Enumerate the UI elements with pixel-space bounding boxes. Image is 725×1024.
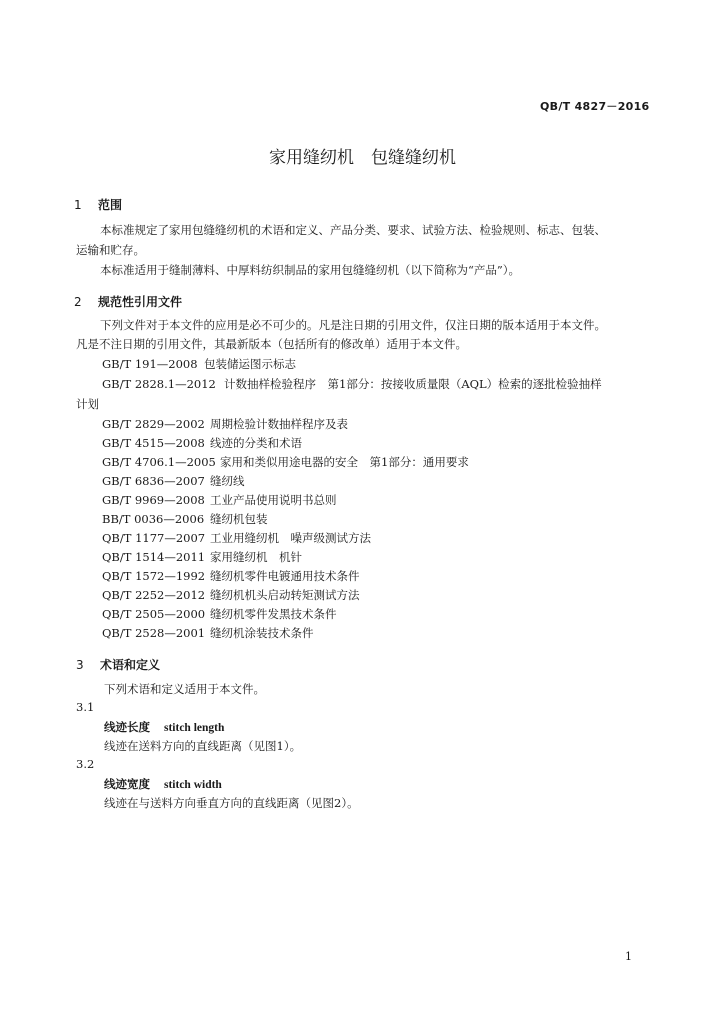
reference-item [102,473,245,489]
reference-code: QB/T 2252—2012 [102,588,206,602]
refs-intro-line-2: 凡是不注日期的引用文件，其最新版本（包括所有的修改单）适用于本文件。 [76,337,467,351]
section-number: 2 [74,295,82,309]
reference-item [102,625,314,641]
term-en: stitch length [164,722,225,734]
term-en: stitch width [164,779,222,791]
scope-para-1-line-1: 本标准规定了家用包缝缝纫机的术语和定义、产品分类、要求、试验方法、检验规则、标志、包装、 [100,223,606,237]
reference-title: 缝纫机包装 [210,512,268,526]
reference-code: GB/T 2829—2002 [102,417,205,431]
reference-title: 工业产品使用说明书总则 [210,493,337,507]
reference-item [102,511,268,527]
reference-code: GB/T 9969—2008 [102,493,205,507]
term-number: 3.2 [76,757,95,771]
reference-code: QB/T 1514—2011 [102,550,206,564]
term-heading [104,776,222,792]
reference-code: QB/T 1572—1992 [102,569,206,583]
reference-code: QB/T 2505—2000 [102,607,206,621]
reference-title: 家用缝纫机 机针 [210,550,302,564]
standard-code: QB/T 4827－2016 [540,100,650,113]
section-2-heading [74,293,182,310]
reference-title: 缝纫机涂装技术条件 [210,626,314,640]
reference-item [102,376,602,392]
reference-item [102,356,296,372]
term-number: 3.1 [76,700,95,714]
reference-item [102,606,337,622]
terms-intro: 下列术语和定义适用于本文件。 [104,682,265,696]
reference-title: 缝纫机零件发黑技术条件 [210,607,337,621]
term-definition: 线迹在送料方向的直线距离（见图1）。 [104,739,302,753]
reference-title: 线迹的分类和术语 [210,436,302,450]
refs-intro-line-1: 下列文件对于本文件的应用是必不可少的。凡是注日期的引用文件，仅注日期的版本适用于本文件。 [100,318,606,332]
reference-item [102,435,302,451]
term-zh: 线迹长度 [104,720,150,734]
reference-title: 缝纫线 [210,474,245,488]
term-definition: 线迹在与送料方向垂直方向的直线距离（见图2）。 [104,796,359,810]
reference-title: 包装储运图示标志 [204,357,296,371]
reference-code: GB/T 4706.1—2005 [102,455,216,469]
reference-item [102,568,360,584]
document-title: 家用缝纫机 包缝缝纫机 [269,148,456,168]
reference-title: 周期检验计数抽样程序及表 [210,417,348,431]
reference-code: GB/T 6836—2007 [102,474,205,488]
section-1-heading [74,196,122,213]
section-number: 1 [74,198,82,212]
scope-para-2: 本标准适用于缝制薄料、中厚料纺织制品的家用包缝缝纫机（以下简称为“产品”）。 [100,263,521,277]
section-title: 术语和定义 [100,658,161,672]
section-title: 范围 [98,198,123,212]
page-number: 1 [625,950,632,963]
reference-item [102,454,469,470]
reference-code: GB/T 2828.1—2012 [102,377,216,391]
section-number: 3 [76,658,84,672]
reference-title-wrap: 计划 [76,397,99,411]
reference-code: BB/T 0036—2006 [102,512,205,526]
reference-item [102,530,371,546]
reference-item [102,416,348,432]
section-3-heading [76,656,160,673]
reference-item [102,587,360,603]
reference-title: 计数抽样检验程序 第1部分：按接收质量限（AQL）检索的逐批检验抽样 [224,377,602,391]
reference-code: QB/T 2528—2001 [102,626,206,640]
reference-title: 家用和类似用途电器的安全 第1部分：通用要求 [220,455,469,469]
term-heading [104,719,224,735]
reference-code: QB/T 1177—2007 [102,531,206,545]
reference-code: GB/T 191—2008 [102,357,198,371]
term-zh: 线迹宽度 [104,777,150,791]
reference-code: GB/T 4515—2008 [102,436,205,450]
reference-title: 工业用缝纫机 噪声级测试方法 [210,531,371,545]
reference-item [102,549,302,565]
reference-title: 缝纫机零件电镀通用技术条件 [210,569,360,583]
section-title: 规范性引用文件 [98,295,183,309]
scope-para-1-line-2: 运输和贮存。 [76,243,145,257]
reference-title: 缝纫机机头启动转矩测试方法 [210,588,360,602]
reference-item [102,492,337,508]
